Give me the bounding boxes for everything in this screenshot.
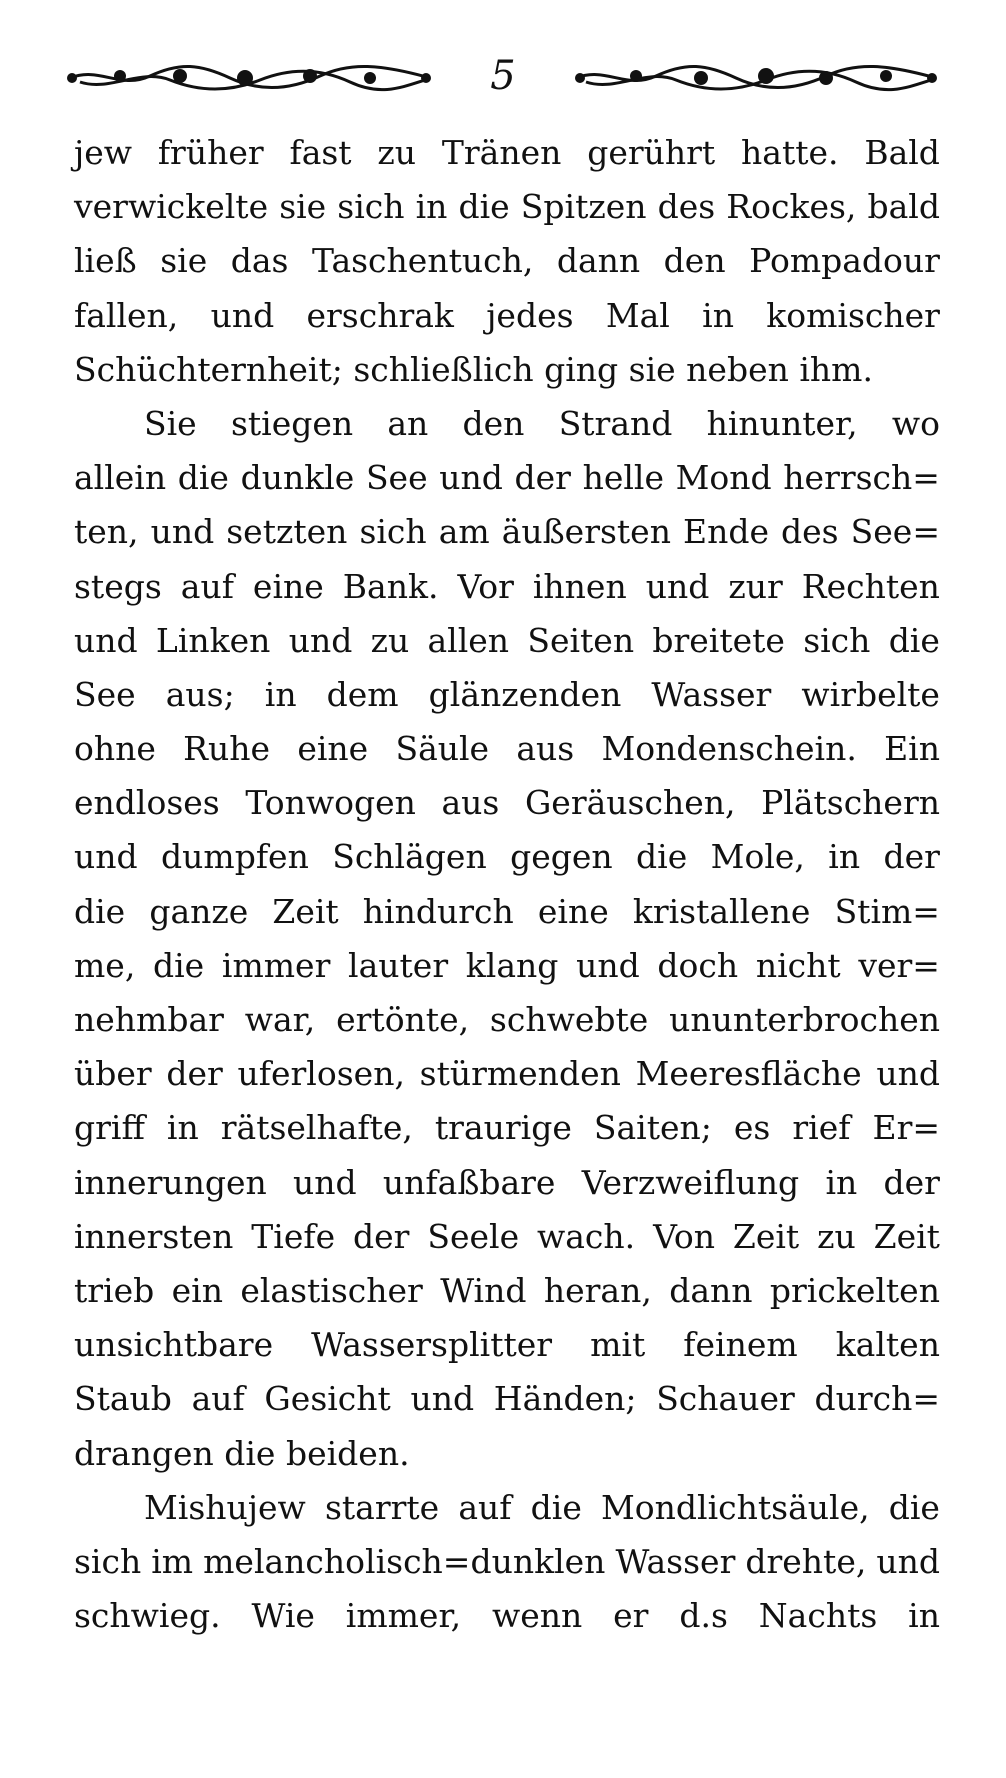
text-line: trieb ein elastischer Wind heran, dann prickelten: [74, 1270, 940, 1310]
text-line: allein die dunkle See und der helle Mond herrsch=: [74, 458, 940, 498]
text-line: fallen, und erschrak jedes Mal in komischer: [74, 295, 940, 335]
text-line: See aus; in dem glänzenden Wasser wirbelte: [74, 674, 940, 714]
text-line: ließ sie das Taschentuch, dann den Pompadour: [74, 241, 940, 281]
text-line: innersten Tiefe der Seele wach. Von Zeit zu Zeit: [74, 1216, 940, 1256]
text-line: me, die immer lauter klang und doch nicht ver=: [74, 945, 940, 985]
text-line: unsichtbare Wassersplitter mit feinem kalten: [74, 1325, 940, 1365]
ornament-left-icon: [60, 56, 440, 96]
page-header: [60, 46, 946, 106]
text-line: innerungen und unfaßbare Verzweiflung in der: [74, 1162, 940, 1202]
text-line: schwieg. Wie immer, wenn er d.s Nachts in: [74, 1596, 940, 1636]
text-line: Sie stiegen an den Strand hinunter, wo: [144, 403, 940, 443]
text-line: nehmbar war, ertönte, schwebte ununterbrochen: [74, 1000, 940, 1039]
text-line: die ganze Zeit hindurch eine kristallene Stim=: [74, 891, 940, 931]
text-line: und dumpfen Schlägen gegen die Mole, in der: [74, 837, 940, 877]
text-line: Staub auf Gesicht und Händen; Schauer durch=: [74, 1379, 940, 1419]
text-line: endloses Tonwogen aus Geräuschen, Plätschern: [74, 783, 940, 823]
ornament-right-icon: [566, 56, 946, 96]
text-line: stegs auf eine Bank. Vor ihnen und zur Rechten: [74, 566, 940, 606]
text-line: griff in rätselhafte, traurige Saiten; es rief Er=: [74, 1108, 940, 1148]
page-number: 5: [490, 53, 516, 99]
text-line: Schüchternheit; schließlich ging sie neben ihm.: [74, 349, 873, 389]
text-line: und Linken und zu allen Seiten breitete sich die: [74, 620, 940, 660]
text-line: sich im melancholisch=dunklen Wasser drehte, und: [74, 1541, 940, 1581]
text-line: verwickelte sie sich in die Spitzen des Rockes, bald: [74, 187, 940, 227]
text-line: jew früher fast zu Tränen gerührt hatte. Bald: [74, 133, 940, 172]
text-line: Mishujew starrte auf die Mondlichtsäule, die: [144, 1487, 940, 1527]
text-line: ohne Ruhe eine Säule aus Mondenschein. Ein: [74, 729, 940, 769]
text-line: ten, und setzten sich am äußersten Ende des See=: [74, 512, 940, 552]
text-line: drangen die beiden.: [74, 1433, 410, 1473]
text-line: über der uferlosen, stürmenden Meeresfläche und: [74, 1054, 940, 1094]
body-text: [74, 126, 940, 1643]
